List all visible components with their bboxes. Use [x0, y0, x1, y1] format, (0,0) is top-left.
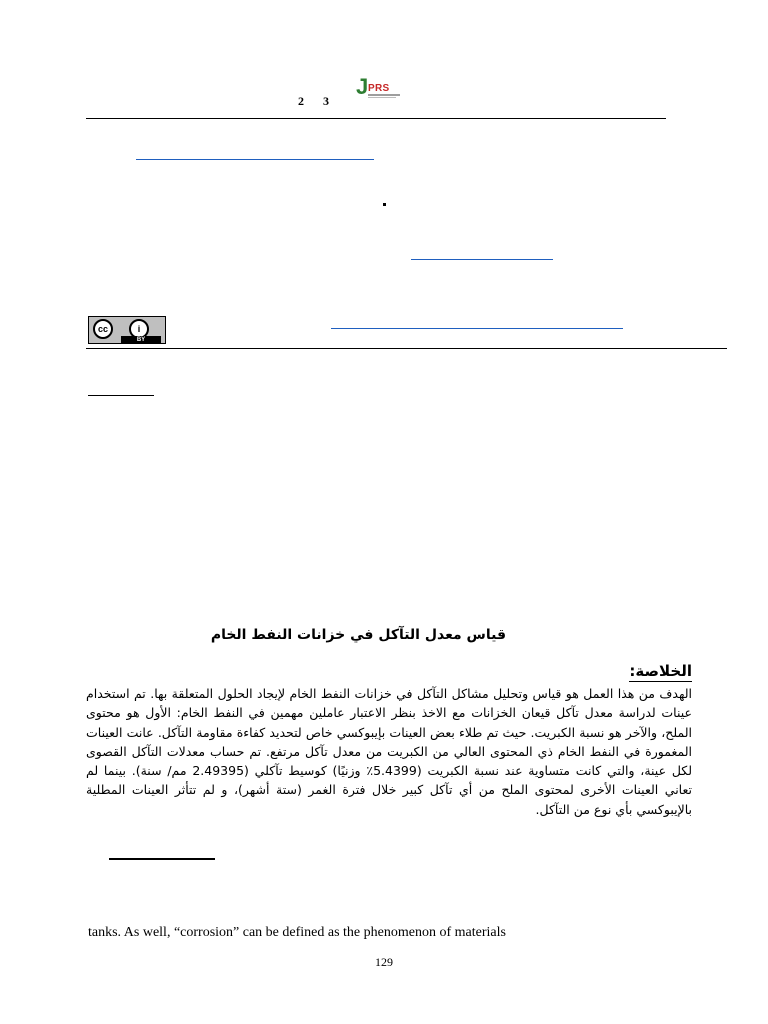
arabic-abstract-heading — [560, 662, 692, 680]
journal-logo — [356, 76, 402, 102]
arabic-title: قياس معدل التآكل في خزانات النفط الخام — [210, 627, 506, 643]
attribution-icon: i — [129, 319, 149, 339]
affiliation-link[interactable] — [136, 159, 374, 160]
issue-number-right: 3 — [323, 94, 329, 108]
superscript-mark — [383, 203, 386, 206]
logo-subline — [368, 94, 400, 96]
cc-by-license-badge[interactable] — [88, 316, 166, 344]
introduction-heading-underline — [109, 858, 215, 860]
issue-number-left: 2 — [298, 94, 304, 108]
logo-subline-2 — [368, 97, 396, 98]
logo-letter: J — [356, 74, 369, 99]
body-text-line: tanks. As well, “corrosion” can be defined as the phenomenon of materials — [88, 925, 506, 940]
page-number: 129 — [375, 955, 393, 969]
header-rule — [86, 118, 666, 119]
arabic-abstract-body: الهدف من هذا العمل هو قياس وتحليل مشاكل التآكل في خزانات النفط الخام لإيجاد الحلول المتعلقة بها. تم استخدام عينات لدراسة معدل تآكل قيعان الخزانات مع الاخذ بنظر الاعتبار عاملين مهمين في النفط الخام: الأول هو محتوى الملح، والآخر هو نسبة الكبريت. حيث تم طلاء بعض العينات بإيبوكسي خاص لتحديد كفاءة مقاومة التآكل. عانت العينات المغمورة في النفط الخام ذي المحتوى العالي من الكبريت من معدل تآكل مرتفع. تم حساب معدلات التآكل القصوى لكل عينة، والتي كانت متساوية عند نسبة الكبريت (5.4399٪ وزنيًا) كوسيط تآكلي (2.49395 مم/ سنة). بينما لم تعاني العينات الأخرى لمحتوى الملح من أي تآكل كبير خلال فترة الغمر (ستة أشهر)، و لم تتأثر العينات المطلية بالإيبوكسي بأي نوع من التآكل. — [86, 686, 692, 817]
logo-text: PRS — [368, 83, 390, 94]
license-link[interactable] — [331, 328, 623, 329]
issue-number — [298, 94, 329, 109]
abstract-heading-underline — [88, 395, 154, 396]
cc-by-label: BY — [121, 336, 161, 344]
license-rule — [86, 348, 727, 349]
arabic-abstract-heading-text: الخلاصة: — [629, 662, 692, 680]
cc-icon: cc — [93, 319, 113, 339]
email-link[interactable] — [411, 259, 553, 260]
